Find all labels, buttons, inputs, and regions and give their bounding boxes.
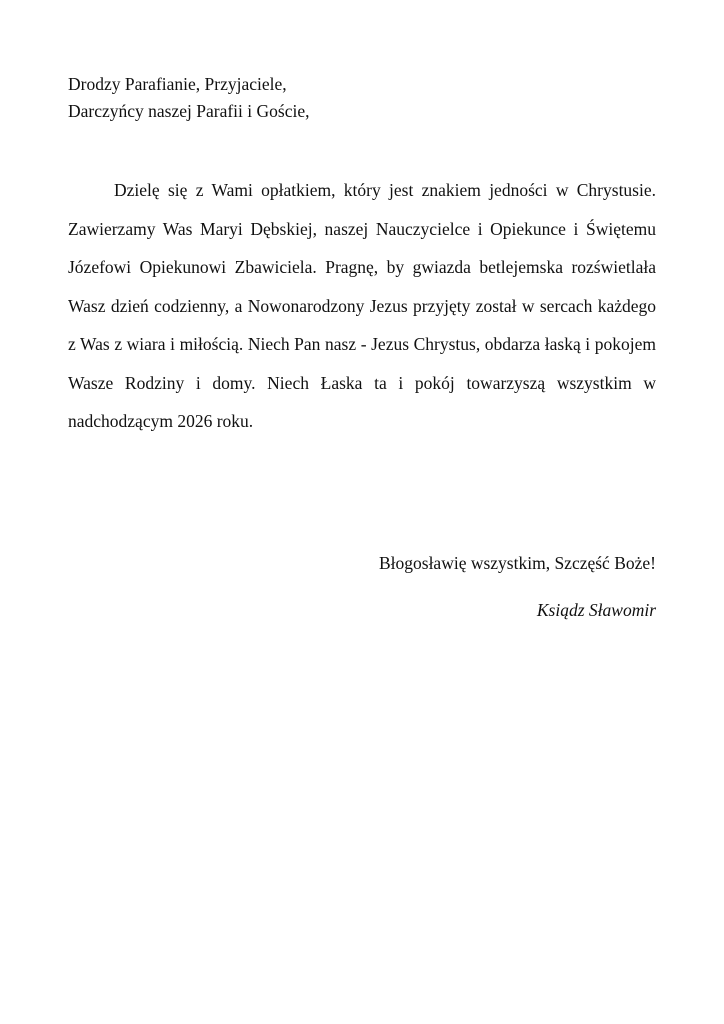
blessing: Błogosławię wszystkim, Szczęść Boże! [378,553,656,573]
letter-body: Dzielę się z Wami opłatkiem, który jest znakiem jedności w Chrystusie. Zawierzamy Was Maryi Dębskiej, naszej Nauczycielce i Opiekunce i Świętemu Józefowi Opiekunowi Zbawiciela. Pragnę, by gwiazda betlejemska rozświetlała Wasz dzień codzienny, a Nowonarodzony Jezus przyjęty został w sercach każdego z Was z wiara i miłością. Niech Pan nasz - Jezus Chrystus, obdarza łaską i pokojem Wasze Rodziny i domy. Niech Łaska ta i pokój towarzyszą wszystkim w nadchodzącym 2026 roku. [68,180,656,431]
signature: Ksiądz Sławomir [536,600,656,620]
greeting-line-2: Darczyńcy naszej Parafii i Goście, [68,101,310,121]
greeting-line-1: Drodzy Parafianie, Przyjaciele, [68,74,287,94]
greeting [68,71,668,125]
